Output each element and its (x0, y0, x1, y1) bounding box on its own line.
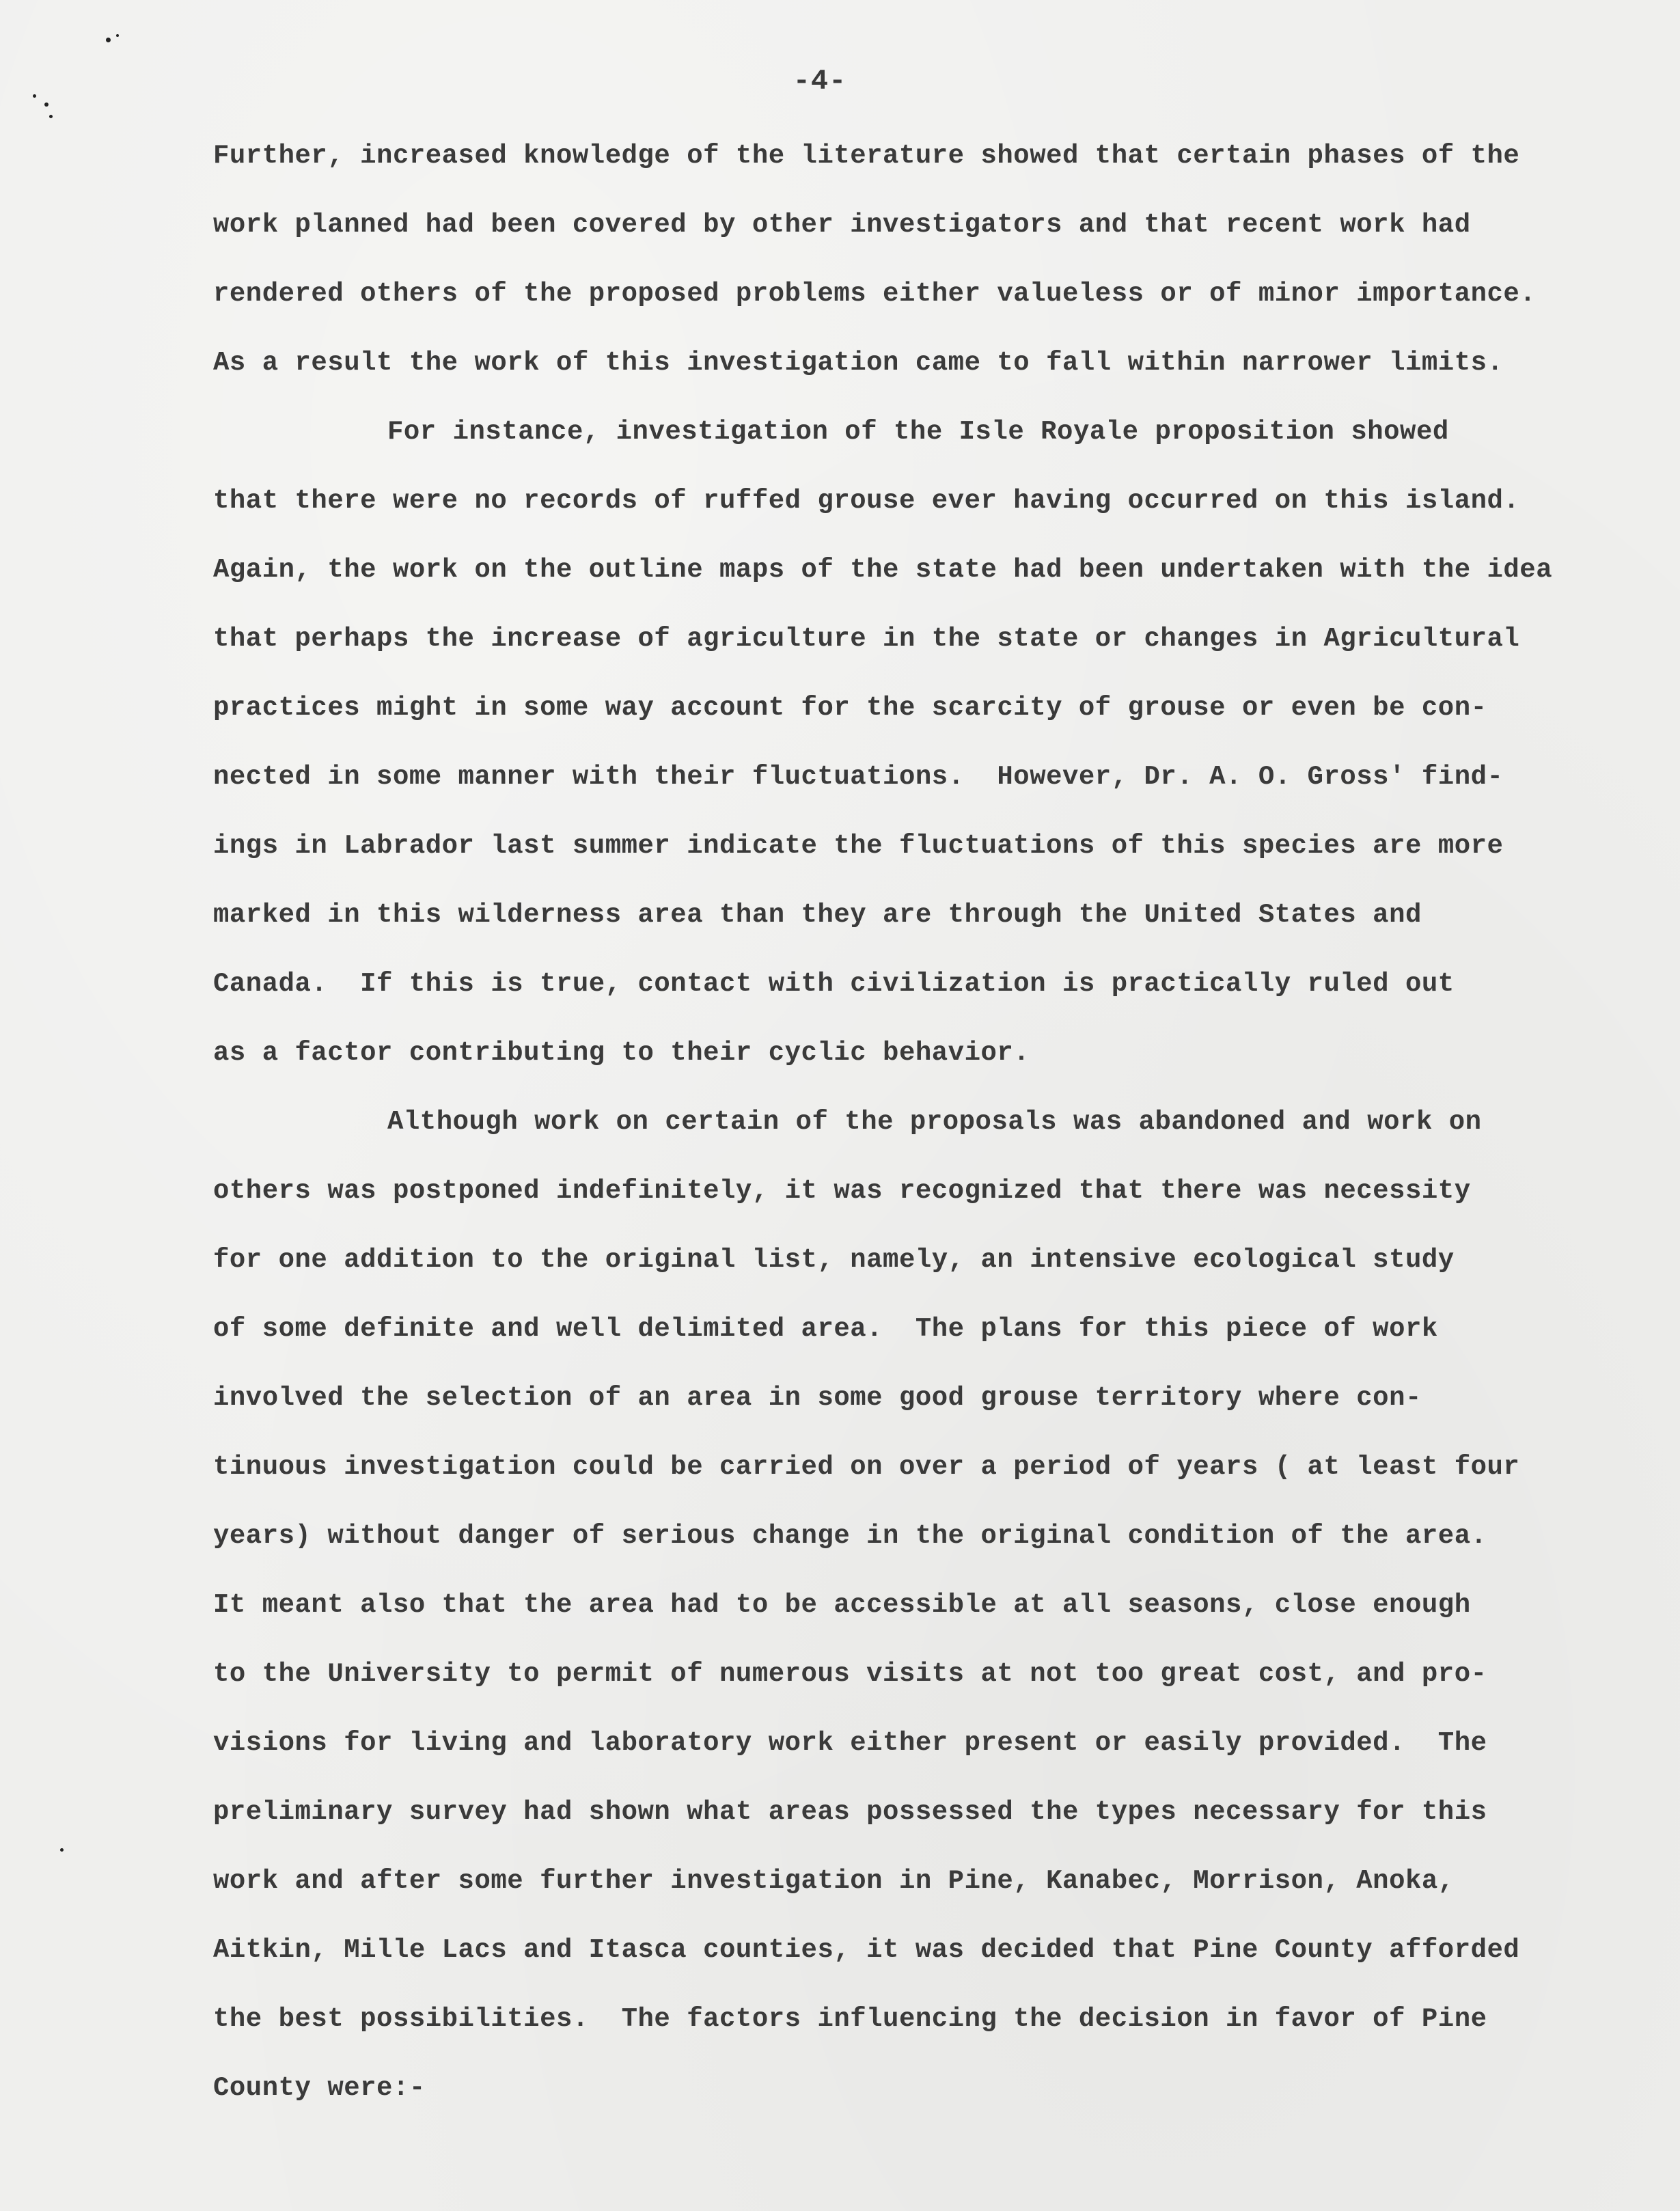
ink-speck (49, 115, 53, 118)
text-line: involved the selection of an area in some good grouse territory where con- (213, 1383, 1422, 1413)
ink-speck (60, 1848, 64, 1852)
text-line: ings in Labrador last summer indicate the fluctuations of this species are more (213, 831, 1504, 861)
text-line: as a factor contributing to their cyclic behavior. (213, 1038, 1030, 1068)
text-line: County were:- (213, 2073, 426, 2103)
text-line: visions for living and laboratory work either present or easily provided. The (213, 1728, 1487, 1758)
ink-speck (106, 38, 111, 42)
body-text (213, 135, 1648, 2137)
page-number: -4- (793, 65, 847, 98)
text-line: others was postponed indefinitely, it was recognized that there was necessity (213, 1176, 1471, 1206)
text-line: tinuous investigation could be carried on over a period of years ( at least four (213, 1452, 1520, 1482)
text-line: preliminary survey had shown what areas possessed the types necessary for this (213, 1797, 1487, 1827)
text-line: Aitkin, Mille Lacs and Itasca counties, it was decided that Pine County afforded (213, 1935, 1520, 1965)
ink-speck (33, 94, 36, 98)
text-line: As a result the work of this investigation came to fall within narrower limits. (213, 348, 1504, 378)
text-line: for one addition to the original list, namely, an intensive ecological study (213, 1245, 1455, 1275)
text-line: that perhaps the increase of agriculture in the state or changes in Agricultural (213, 624, 1520, 654)
text-line: Although work on certain of the proposals was abandoned and work on (387, 1107, 1482, 1137)
text-line: For instance, investigation of the Isle Royale proposition showed (387, 417, 1449, 447)
text-line: Again, the work on the outline maps of the state had been undertaken with the idea (213, 555, 1553, 585)
text-line: to the University to permit of numerous visits at not too great cost, and pro- (213, 1659, 1487, 1689)
text-line: the best possibilities. The factors influencing the decision in favor of Pine (213, 2004, 1487, 2034)
text-line: marked in this wilderness area than they are through the United States and (213, 900, 1422, 930)
text-line: It meant also that the area had to be accessible at all seasons, close enough (213, 1590, 1471, 1620)
text-line: work and after some further investigation in Pine, Kanabec, Morrison, Anoka, (213, 1866, 1455, 1896)
text-line: Further, increased knowledge of the literature showed that certain phases of the (213, 141, 1520, 171)
ink-speck (44, 102, 49, 107)
text-line: practices might in some way account for the scarcity of grouse or even be con- (213, 693, 1487, 723)
text-line: nected in some manner with their fluctuations. However, Dr. A. O. Gross' find- (213, 762, 1504, 792)
text-line: work planned had been covered by other investigators and that recent work had (213, 210, 1471, 240)
text-line: of some definite and well delimited area. The plans for this piece of work (213, 1314, 1438, 1344)
ink-speck (116, 34, 119, 37)
text-line: years) without danger of serious change in the original condition of the area. (213, 1521, 1487, 1551)
text-line: that there were no records of ruffed grouse ever having occurred on this island. (213, 486, 1520, 516)
text-line: rendered others of the proposed problems either valueless or of minor importance. (213, 279, 1537, 309)
text-line: Canada. If this is true, contact with civilization is practically ruled out (213, 969, 1455, 999)
